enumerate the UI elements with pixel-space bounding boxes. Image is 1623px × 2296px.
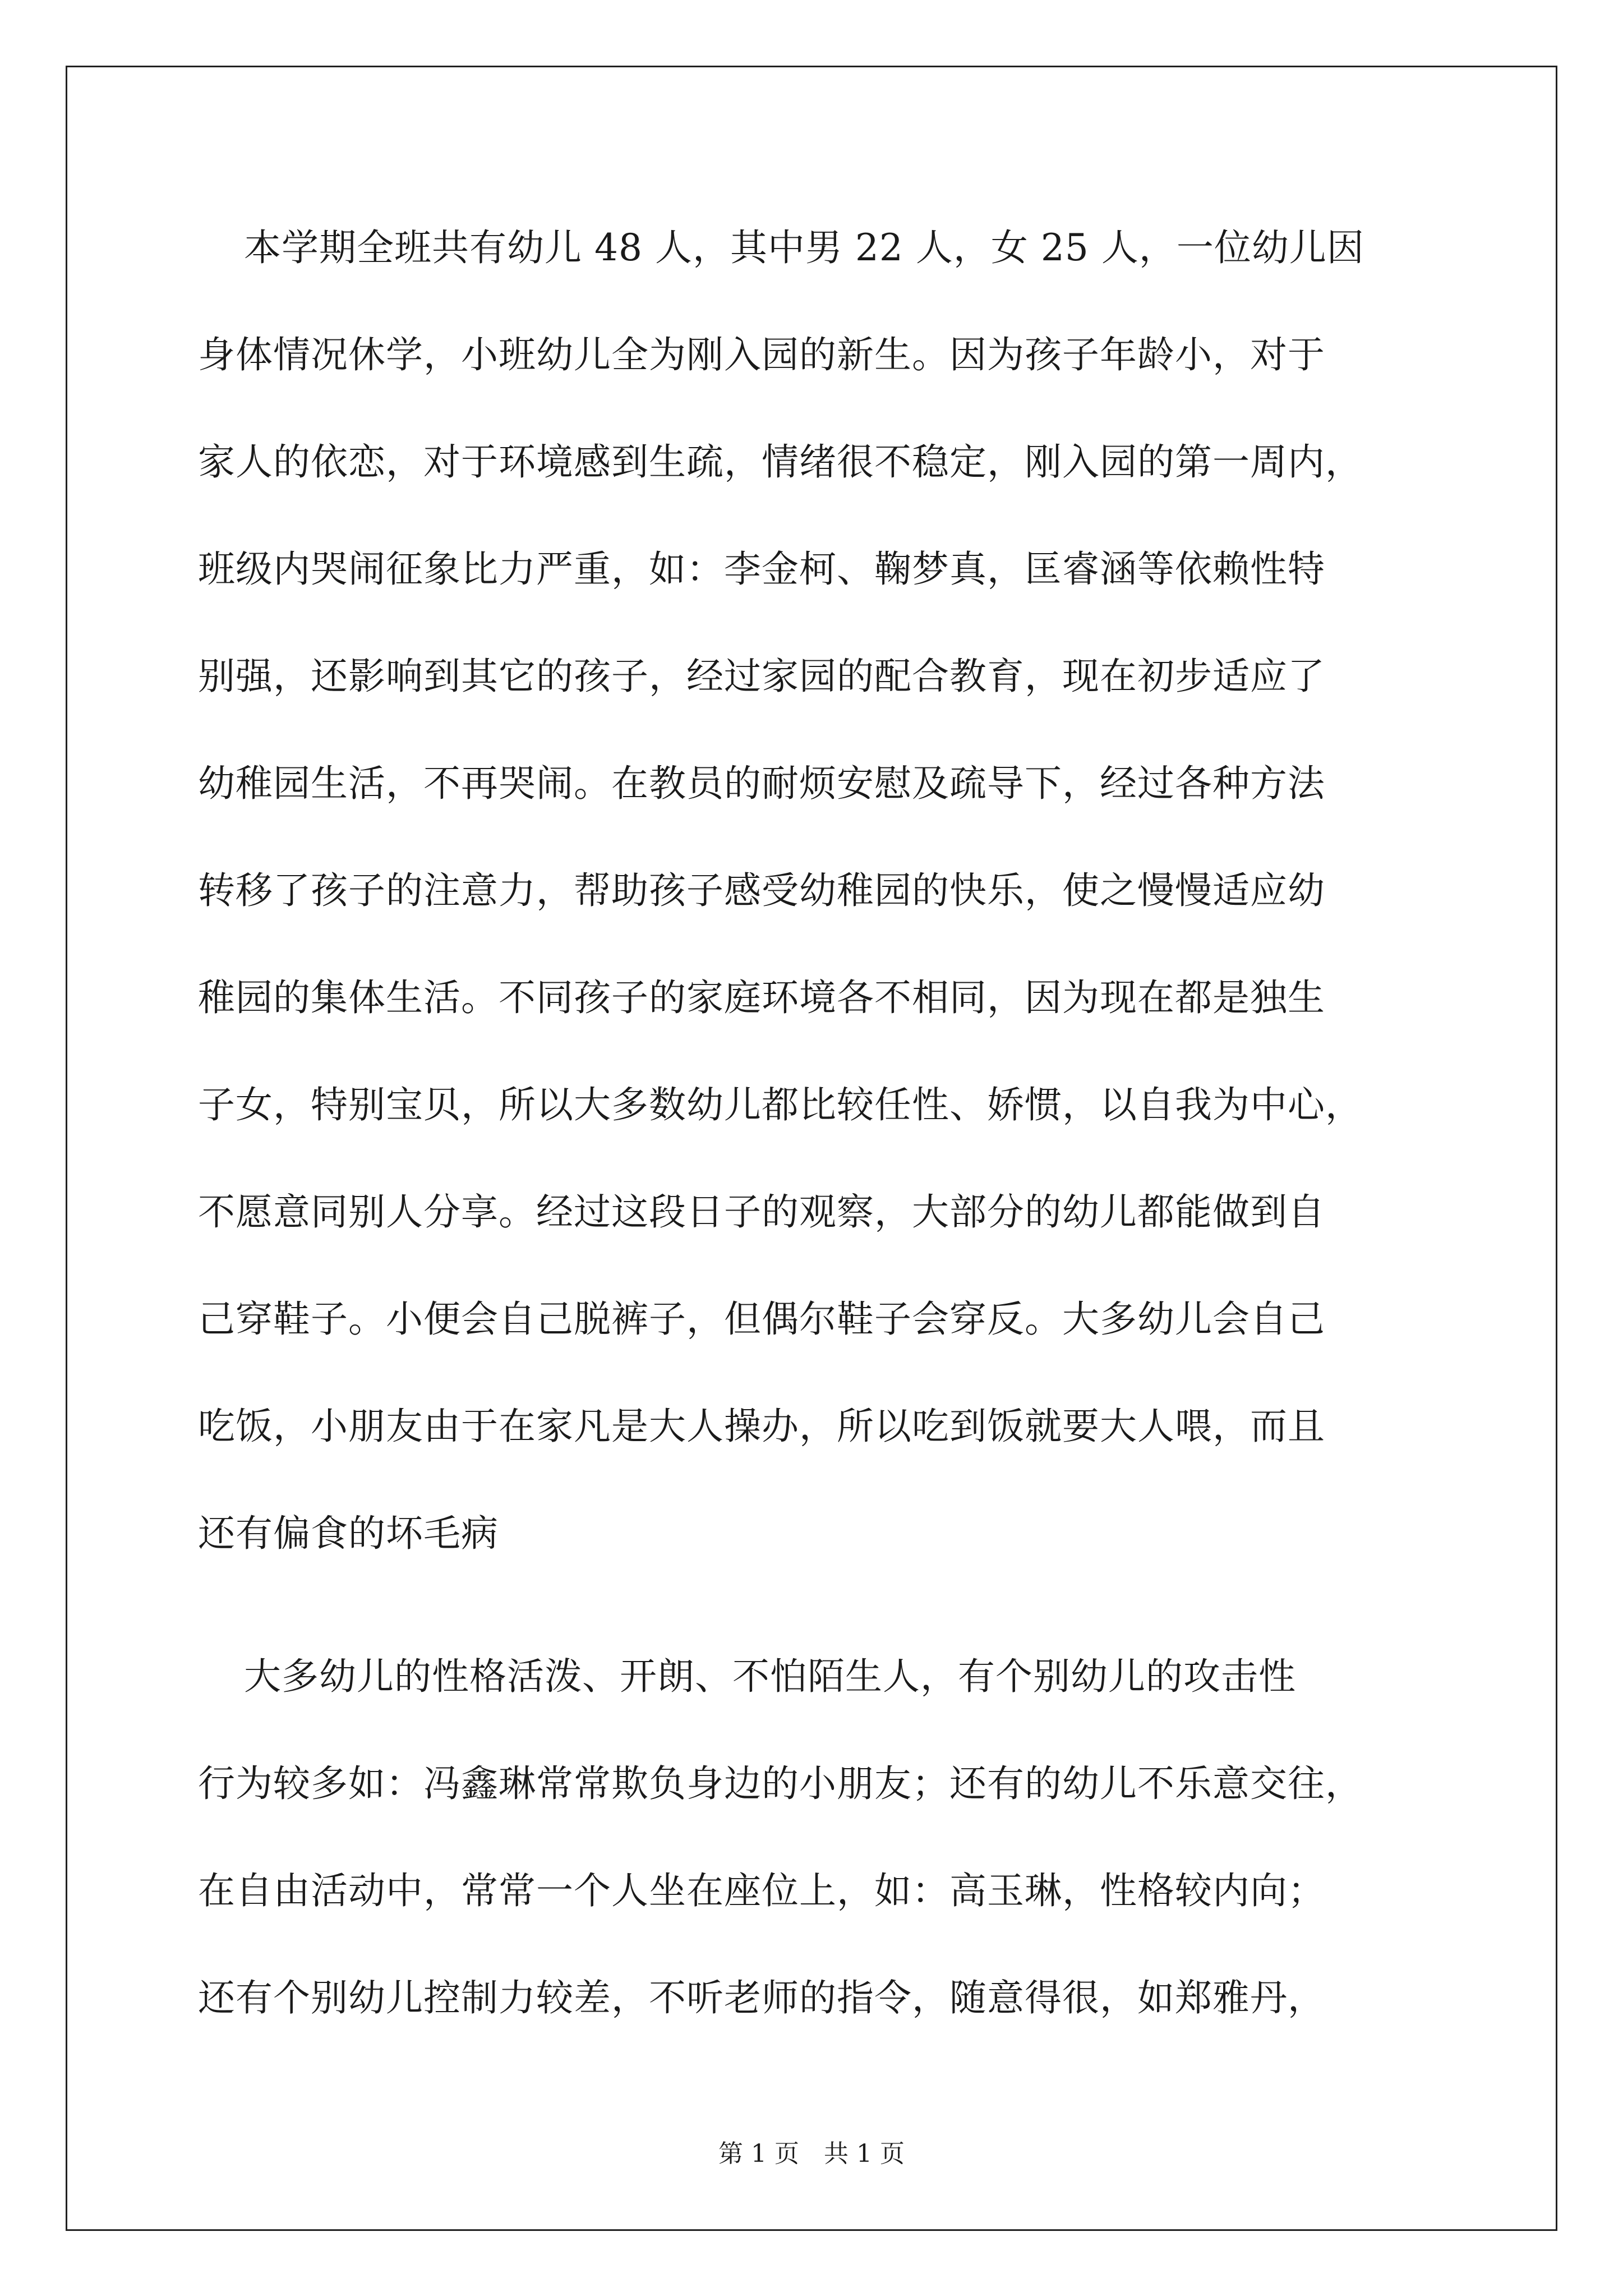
text-line: 身体情况休学，小班幼儿全为刚入园的新生。因为孩子年龄小，对于 (198, 333, 1325, 376)
paragraph-2 (198, 1649, 1432, 2077)
text-line: 班级内哭闹征象比力严重，如：李金柯、鞠梦真，匡睿涵等依赖性特 (198, 547, 1325, 591)
paragraph-1 (198, 220, 1432, 1613)
text-line: 本学期全班共有幼儿 48 人，其中男 22 人，女 25 人，一位幼儿因 (244, 226, 1364, 269)
text-line: 不愿意同别人分享。经过这段日子的观察，大部分的幼儿都能做到自 (198, 1190, 1325, 1234)
text-line: 吃饭，小朋友由于在家凡是大人操办，所以吃到饭就要大人喂，而且 (198, 1405, 1325, 1448)
document-body (198, 220, 1432, 2077)
page-number-footer: 第 1 页 共 1 页 (718, 2139, 905, 2168)
text-line: 在自由活动中，常常一个人坐在座位上，如：高玉琳，性格较内向； (198, 1869, 1325, 1912)
paragraph-spacing (198, 1613, 1432, 1649)
text-line: 行为较多如：冯鑫琳常常欺负身边的小朋友；还有的幼儿不乐意交往， (198, 1762, 1363, 1805)
text-line: 大多幼儿的性格活泼、开朗、不怕陌生人，有个别幼儿的攻击性 (244, 1655, 1296, 1698)
text-line: 家人的依恋，对于环境感到生疏，情绪很不稳定，刚入园的第一周内， (198, 440, 1363, 484)
text-line: 幼稚园生活，不再哭闹。在教员的耐烦安慰及疏导下，经过各种方法 (198, 762, 1325, 805)
text-line: 还有偏食的坏毛病 (198, 1512, 499, 1555)
text-line: 还有个别幼儿控制力较差，不听老师的指令，随意得很，如郑雅丹， (198, 1976, 1325, 2019)
text-line: 别强，还影响到其它的孩子，经过家园的配合教育，现在初步适应了 (198, 655, 1325, 698)
text-line: 己穿鞋子。小便会自己脱裤子，但偶尔鞋子会穿反。大多幼儿会自己 (198, 1297, 1325, 1341)
text-line: 子女，特别宝贝，所以大多数幼儿都比较任性、娇惯，以自我为中心， (198, 1083, 1363, 1126)
text-line: 转移了孩子的注意力，帮助孩子感受幼稚园的快乐，使之慢慢适应幼 (198, 869, 1325, 912)
text-line: 稚园的集体生活。不同孩子的家庭环境各不相同，因为现在都是独生 (198, 976, 1325, 1019)
